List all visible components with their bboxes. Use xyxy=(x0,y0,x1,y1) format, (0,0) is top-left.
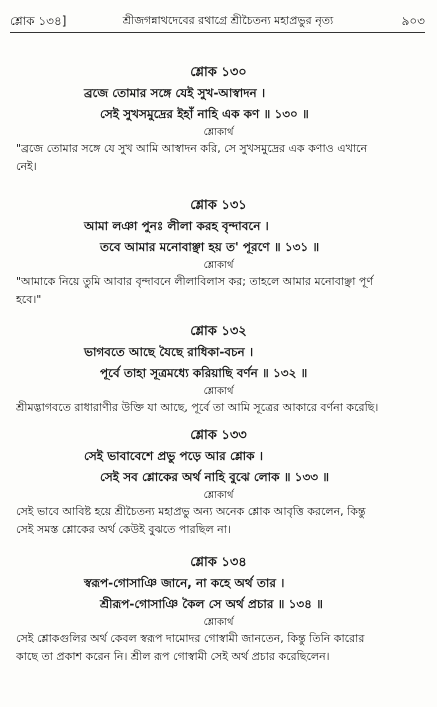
sloka-heading: শ্লোক ১৩২ xyxy=(190,324,247,339)
running-title: শ্রীজগন্নাথদেবের রথাগ্রে শ্রীচৈতন্য মহাপ্রভুর নৃত্য xyxy=(122,14,334,27)
verse-line: স্বরূপ-গোসাঞি জানে, না কহে অর্থ তার । xyxy=(84,576,285,590)
sloka-section-131 xyxy=(0,196,437,309)
translation-line: "আমাকে নিয়ে তুমি আবার বৃন্দাবনে লীলাবিলাস কর; তাহলে আমার মনোবাঞ্ছা পূর্ণ xyxy=(16,275,374,288)
translation-heading: শ্লোকার্থ xyxy=(203,260,234,271)
translation-line: শ্রীমদ্ভাগবতে রাধারাণীর উক্তি যা আছে, পূর্বে তা আমি সূত্রের আকারে বর্ণনা করেছি। xyxy=(16,401,379,414)
verse-line: আমা লঞা পুনঃ লীলা করহ বৃন্দাবনে । xyxy=(84,219,269,233)
verse-line: সেই ভাবাবেশে প্রভু পড়ে আর শ্লোক । xyxy=(84,449,264,463)
translation-line: কাছে তা প্রকাশ করেন নি। শ্রীল রূপ গোস্বামী সেই অর্থ প্রচার করেছিলেন। xyxy=(16,650,330,663)
translation-text xyxy=(0,503,437,539)
translation-line: সেই শ্লোকগুলির অর্থ কেবল স্বরূপ দামোদর গোস্বামী জানতেন, কিন্তু তিনি কারোর xyxy=(16,632,365,645)
verse-line: সেই সুখসমুদ্রের ইহাঁ নাহি এক কণ ॥ ১৩০ ॥ xyxy=(100,107,309,121)
translation-text xyxy=(0,273,437,309)
page-number: ৯০৩ xyxy=(401,14,425,28)
translation-line: নেই। xyxy=(16,160,37,173)
sloka-heading: শ্লোক ১৩০ xyxy=(190,65,247,80)
translation-text xyxy=(0,140,437,176)
verse-line: সেই সব শ্লোকের অর্থ নাহি বুঝে লোক ॥ ১৩৩ ॥ xyxy=(100,470,330,484)
translation-heading: শ্লোকার্থ xyxy=(203,617,234,628)
verse-line: ভাগবতে আছে যৈছে রাধিকা-বচন । xyxy=(84,345,254,359)
translation-line: সেই সমস্ত শ্লোকের অর্থ কেউই বুঝতে পারছিল না। xyxy=(16,523,231,536)
translation-line: সেই ভাবে আবিষ্ট হয়ে শ্রীচৈতন্য মহাপ্রভু অন্য অনেক শ্লোক আবৃত্তি করলেন, কিন্তু xyxy=(16,505,366,518)
translation-text xyxy=(0,630,437,666)
sloka-heading: শ্লোক ১৩৩ xyxy=(190,428,247,443)
translation-heading: শ্লোকার্থ xyxy=(203,127,234,138)
verse-line: ব্রজে তোমার সঙ্গে যেই সুখ-আস্বাদন । xyxy=(84,86,266,100)
verse-reference: শ্লোক ১৩৪] xyxy=(10,14,67,28)
translation-line: "ব্রজে তোমার সঙ্গে যে সুখ আমি আস্বাদন করি, সে সুখসমুদ্রের এক কণাও এখানে xyxy=(16,142,368,155)
verse-line: পূর্বে তাহা সূত্রমধ্যে করিয়াছি বর্ণন ॥ ১৩২ ॥ xyxy=(100,366,308,380)
translation-line: হবে।" xyxy=(16,293,42,306)
sloka-heading: শ্লোক ১৩৪ xyxy=(190,555,247,570)
verse-line: তবে আমার মনোবাঞ্ছা হয় ত' পূরণে ॥ ১৩১ ॥ xyxy=(100,240,320,254)
sloka-heading: শ্লোক ১৩১ xyxy=(190,198,247,213)
verse-line: শ্রীরূপ-গোসাঞি কৈল সে অর্থ প্রচার ॥ ১৩৪ ॥ xyxy=(100,597,323,611)
translation-heading: শ্লোকার্থ xyxy=(203,490,234,501)
translation-heading: শ্লোকার্থ xyxy=(203,386,234,397)
running-header xyxy=(10,10,425,33)
translation-text xyxy=(0,399,437,417)
sloka-section-134 xyxy=(0,553,437,666)
sloka-section-132 xyxy=(0,322,437,417)
sloka-section-133 xyxy=(0,426,437,539)
sloka-section-130 xyxy=(0,63,437,176)
